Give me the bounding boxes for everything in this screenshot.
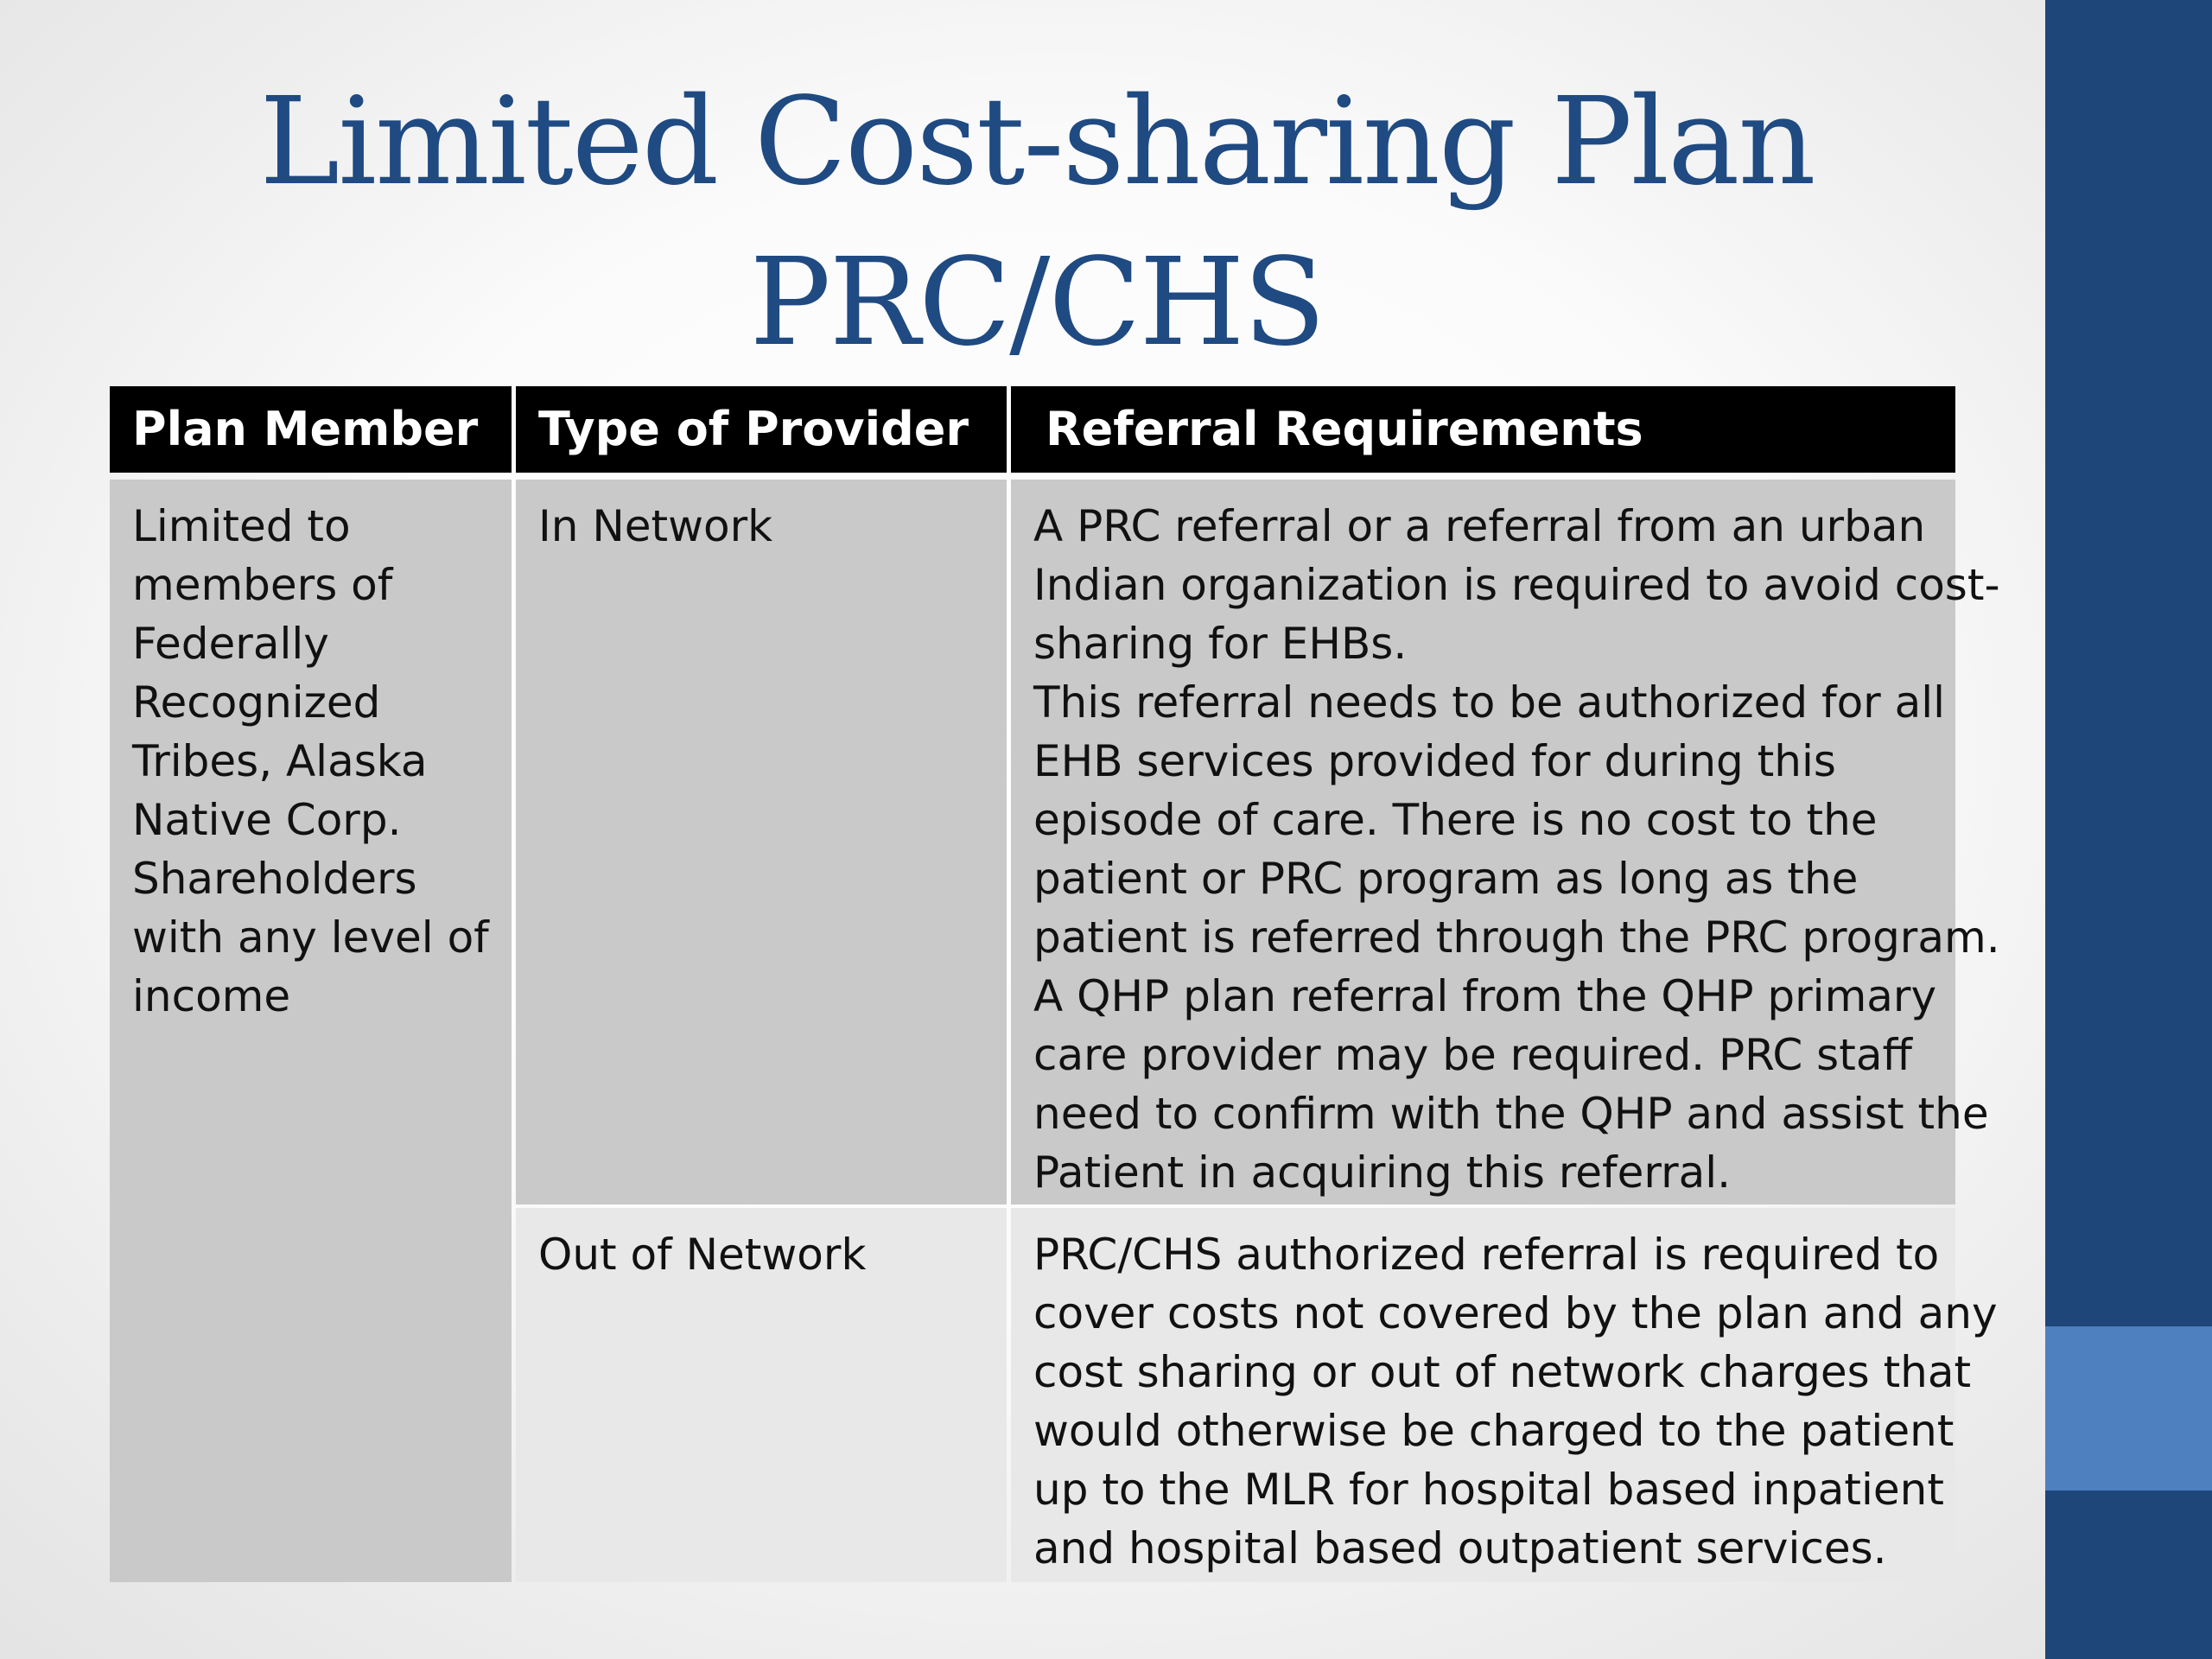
requirement-line: This referral needs to be authorized for all <box>1033 677 1946 728</box>
referral-table <box>110 386 2000 1582</box>
requirement-line: cost sharing or out of network charges that <box>1033 1347 1972 1397</box>
requirement-line: up to the MLR for hospital based inpatient <box>1033 1465 1944 1515</box>
plan-member-line: Tribes, Alaska <box>132 736 428 786</box>
plan-member-line: Recognized <box>132 677 381 728</box>
plan-member-line: Limited to <box>132 501 351 551</box>
header-type-of-provider: Type of Provider <box>516 386 1007 473</box>
requirement-line: PRC/CHS authorized referral is required to <box>1033 1230 1940 1280</box>
requirement-line: episode of care. There is no cost to the <box>1033 795 1878 845</box>
plan-member-cell <box>110 480 512 1582</box>
requirement-line: Patient in acquiring this referral. <box>1033 1147 1732 1198</box>
requirement-line: and hospital based outpatient services. <box>1033 1523 1887 1573</box>
provider-out-of-network: Out of Network <box>516 1208 1007 1582</box>
requirement-line: patient is referred through the PRC program. <box>1033 912 2000 963</box>
requirement-line: A QHP plan referral from the QHP primary <box>1033 971 1937 1021</box>
plan-member-line: Federally <box>132 619 329 669</box>
requirement-line: EHB services provided for during this <box>1033 736 1836 786</box>
requirement-line: Indian organization is required to avoid cost- <box>1033 560 2000 610</box>
requirement-line: patient or PRC program as long as the <box>1033 854 1859 904</box>
plan-member-line: members of <box>132 560 393 610</box>
requirement-line: care provider may be required. PRC staff <box>1033 1030 1912 1080</box>
requirement-line: need to confirm with the QHP and assist the <box>1033 1089 1989 1139</box>
slide-title-line-2: PRC/CHS <box>749 232 1325 373</box>
plan-member-line: income <box>132 971 291 1021</box>
requirement-line: A PRC referral or a referral from an urban <box>1033 501 1926 551</box>
requirement-out-of-network <box>1011 1208 1998 1582</box>
slide-title <box>0 62 2074 384</box>
provider-in-network: In Network <box>516 480 1007 1205</box>
requirement-line: cover costs not covered by the plan and any <box>1033 1288 1998 1338</box>
requirement-in-network <box>1011 480 2000 1205</box>
requirement-line: would otherwise be charged to the patient <box>1033 1406 1955 1456</box>
plan-member-line: with any level of <box>132 912 489 963</box>
header-plan-member: Plan Member <box>110 386 512 473</box>
plan-member-line: Shareholders <box>132 854 417 904</box>
header-referral-requirements: Referral Requirements <box>1011 386 1955 473</box>
slide-title-line-1: Limited Cost-sharing Plan <box>259 72 1815 213</box>
side-bar-accent <box>2045 1326 2212 1491</box>
plan-member-line: Native Corp. <box>132 795 402 845</box>
requirement-line: sharing for EHBs. <box>1033 619 1408 669</box>
